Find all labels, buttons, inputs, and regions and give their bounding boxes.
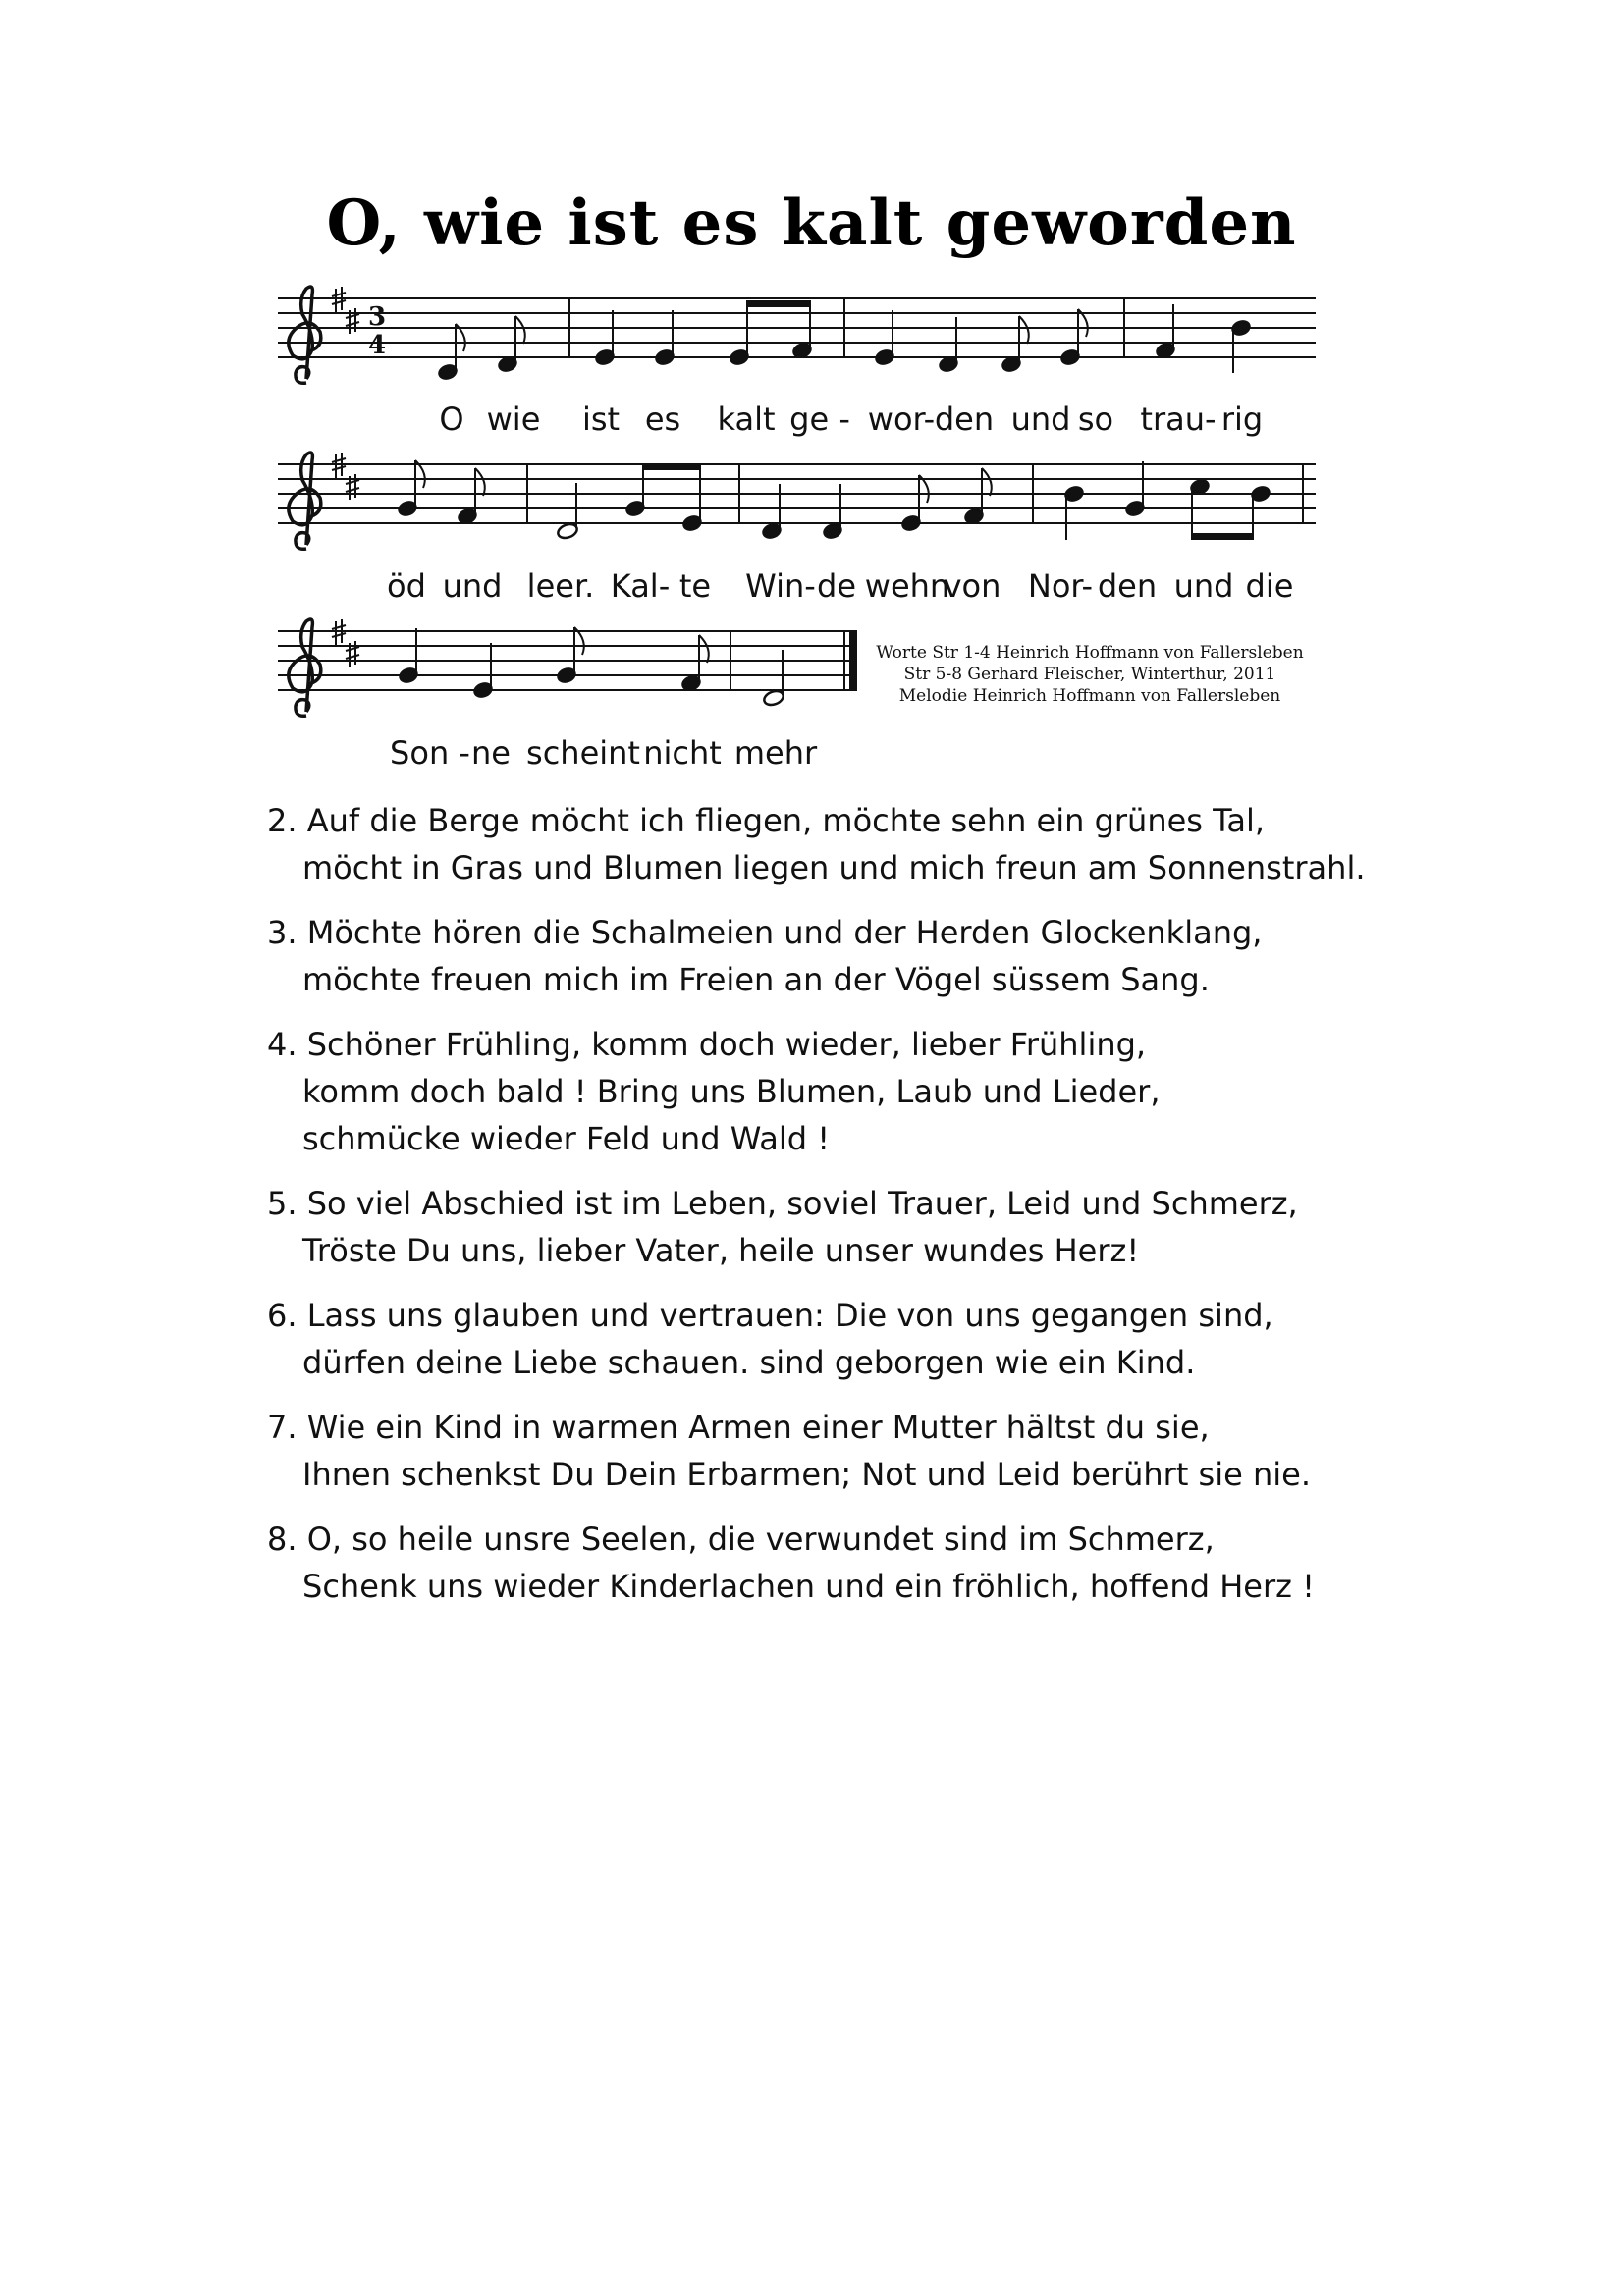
notes-system-3 (398, 627, 856, 708)
lyric-syllable: Kal- (610, 567, 671, 605)
verse-8 (267, 1516, 1347, 1610)
credits-block (854, 642, 1325, 707)
lyric-syllable: wie (486, 400, 541, 438)
lyric-syllable: Win- (745, 567, 816, 605)
verse-line: Tröste Du uns, lieber Vater, heile unser wundes Herz! (302, 1232, 1140, 1269)
verse-6 (267, 1292, 1347, 1386)
verse-5 (267, 1180, 1347, 1274)
key-signature-sharps-icon (332, 619, 359, 667)
lyric-syllable: wor- (867, 400, 936, 438)
verse-line: komm doch bald ! Bring uns Blumen, Laub und Lieder, (302, 1073, 1161, 1110)
lyric-syllable: es (644, 400, 681, 438)
lyric-syllable: die (1245, 567, 1294, 605)
lyrics-line-3 (0, 734, 1623, 774)
verse-line: 8. O, so heile unsre Seelen, die verwundet sind im Schmerz, (267, 1521, 1215, 1558)
music-staff-2 (0, 442, 1623, 579)
lyric-syllable: Son - (390, 734, 470, 772)
lyric-syllable: und (442, 567, 503, 605)
lyrics-line-1 (0, 400, 1623, 440)
time-signature (368, 302, 386, 360)
credit-line: Melodie Heinrich Hoffmann von Fallersleben (898, 686, 1281, 706)
lyric-syllable: wehn (864, 567, 950, 605)
lyric-syllable: kalt (717, 400, 776, 438)
music-staff-1 (0, 275, 1623, 412)
lyric-syllable: mehr (733, 734, 818, 772)
verse-line: 7. Wie ein Kind in warmen Armen einer Mutter hältst du sie, (267, 1409, 1210, 1446)
notes-system-2 (397, 460, 1303, 541)
lyric-syllable: so (1077, 400, 1114, 438)
verse-line: 4. Schöner Frühling, komm doch wieder, lieber Frühling, (267, 1026, 1147, 1063)
verses-section (267, 797, 1366, 1628)
lyric-syllable: ist (581, 400, 621, 438)
lyric-syllable: scheint (526, 734, 640, 772)
lyric-syllable: leer. (526, 567, 595, 605)
verse-7 (267, 1404, 1347, 1498)
verse-2 (267, 797, 1366, 891)
lyric-syllable: de (817, 567, 856, 605)
treble-clef-icon (289, 287, 321, 383)
verse-line: 6. Lass uns glauben und vertrauen: Die von uns gegangen sind, (267, 1297, 1273, 1334)
lyric-syllable: von (943, 567, 1001, 605)
lyric-syllable: ne (471, 734, 511, 772)
treble-clef-icon (289, 619, 321, 716)
notes-system-1 (437, 298, 1251, 381)
verse-line: möcht in Gras und Blumen liegen und mich freun am Sonnenstrahl. (302, 849, 1366, 886)
lyric-syllable: den (1097, 567, 1158, 605)
credit-line: Worte Str 1-4 Heinrich Hoffmann von Fallersleben (876, 643, 1304, 663)
verse-4 (267, 1021, 1347, 1162)
lyric-syllable: ge - (789, 400, 850, 438)
music-staff-3 (0, 613, 1623, 750)
verse-line: Ihnen schenkst Du Dein Erbarmen; Not und Leid berührt sie nie. (302, 1456, 1311, 1493)
verse-line: schmücke wieder Feld und Wald ! (302, 1120, 831, 1157)
time-signature-top: 3 (368, 302, 387, 332)
verse-3 (267, 909, 1347, 1003)
credit-line: Str 5-8 Gerhard Fleischer, Winterthur, 2011 (903, 665, 1276, 684)
verse-line: 3. Möchte hören die Schalmeien und der Herden Glockenklang, (267, 914, 1263, 951)
lyric-syllable: öd (387, 567, 426, 605)
lyric-syllable: nicht (643, 734, 722, 772)
lyric-syllable: O (439, 400, 464, 438)
lyric-syllable: trau- (1140, 400, 1217, 438)
lyrics-line-2 (0, 567, 1623, 607)
verse-line: Schenk uns wieder Kinderlachen und ein fröhlich, hoffend Herz ! (302, 1568, 1315, 1605)
treble-clef-icon (289, 453, 321, 549)
lyric-syllable: den (934, 400, 995, 438)
lyric-syllable: und (1010, 400, 1071, 438)
lyric-syllable: Nor- (1027, 567, 1094, 605)
lyric-syllable: und (1173, 567, 1234, 605)
page-title: O, wie ist es kalt geworden (326, 187, 1297, 260)
verse-line: 5. So viel Abschied ist im Leben, soviel Trauer, Leid und Schmerz, (267, 1185, 1298, 1222)
verse-line: 2. Auf die Berge möcht ich fliegen, möchte sehn ein grünes Tal, (267, 802, 1266, 839)
key-signature-sharps-icon (332, 287, 359, 334)
lyric-syllable: rig (1220, 400, 1264, 438)
verse-line: dürfen deine Liebe schauen. sind geborgen wie ein Kind. (302, 1344, 1196, 1381)
time-signature-bottom: 4 (368, 331, 387, 360)
lyric-syllable: te (678, 567, 712, 605)
key-signature-sharps-icon (332, 453, 359, 500)
verse-line: möchte freuen mich im Freien an der Vögel süssem Sang. (302, 961, 1210, 998)
